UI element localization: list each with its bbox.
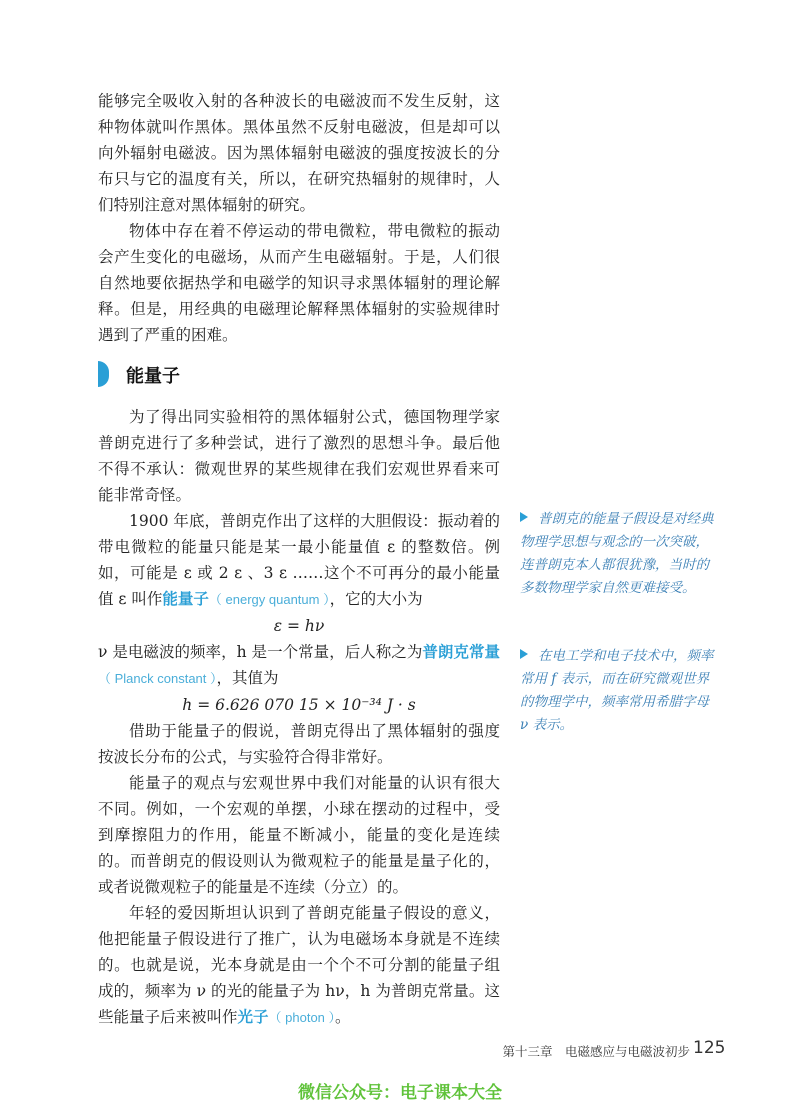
paragraph: 借助于能量子的假说，普朗克得出了黑体辐射的强度按波长分布的公式，与实验符合得非常好。 [98,722,500,766]
term-photon-en: （ photon ） [268,1010,336,1025]
formula-energy: ε = hν [273,617,325,635]
page-number: 125 [693,1038,726,1058]
body-block [98,404,500,1031]
text-span: ν 是电磁波的频率，h 是一个常量，后人称之为 [98,643,423,661]
text-span: ，它的大小为 [329,590,423,608]
paragraph [98,900,500,1031]
side-note-text: 普朗克的能量子假设是对经典物理学思想与观念的一次突破，连普朗克本人都很犹豫，当时的多数物理学家自然更难接受。 [520,511,714,596]
paragraph: 物体中存在着不停运动的带电微粒，带电微粒的振动会产生变化的电磁场，从而产生电磁辐射。于是，人们很自然地要依据热学和电磁学的知识寻求黑体辐射的理论解释。但是，用经典的电磁理论解释黑体辐射的实验规律时遇到了严重的困难。 [98,222,500,344]
side-note [520,508,720,600]
formula-planck: h = 6.626 070 15 × 10⁻³⁴ J · s [182,696,416,714]
triangle-bullet-icon [520,512,528,522]
term-planck-constant-en: （ Planck constant ） [98,671,217,686]
paragraph [98,508,500,613]
term-planck-constant: 普朗克常量 [422,643,500,661]
paragraph: 为了得出同实验相符的黑体辐射公式，德国物理学家普朗克进行了多种尝试，进行了激烈的思想斗争。最后他不得不承认：微观世界的某些规律在我们宏观世界看来可能非常奇怪。 [98,408,500,504]
section-marker-icon [98,361,109,387]
term-photon: 光子 [237,1008,269,1026]
triangle-bullet-icon [520,649,528,659]
text-span: 1900 年底，普朗克作出了这样的大胆假设：振动着的带电微粒的能量只能是某一最小能量值 ε 的整数倍。例如，可能是 ε 或 2 ε 、3 ε ……这个不可再分的最小能量值 ε 叫作 [98,512,500,608]
term-energy-quantum: 能量子 [162,590,209,608]
side-note-text: 在电工学和电子技术中，频率常用 f 表示，而在研究微观世界的物理学中，频率常用希腊字母 ν 表示。 [520,648,714,733]
text-span: 年轻的爱因斯坦认识到了普朗克能量子假设的意义，他把能量子假设进行了推广，认为电磁场本身就是不连续的。也就是说，光本身就是由一个个不可分割的能量子组成的，频率为 ν 的光的能量子为 hν，h 为普朗克常量。这些能量子后来被叫作 [98,904,500,1026]
footer-chapter-title: 第十三章 电磁感应与电磁波初步 [502,1044,690,1059]
bottom-watermark: 微信公众号：电子课本大全 [298,1083,502,1103]
side-note [520,645,720,737]
text-span: 。 [335,1008,351,1026]
paragraph: 能量子的观点与宏观世界中我们对能量的认识有很大不同。例如，一个宏观的单摆，小球在摆动的过程中，受到摩擦阻力的作用，能量不断减小，能量的变化是连续的。而普朗克的假设则认为微观粒子的能量是量子化的，或者说微观粒子的能量是不连续（分立）的。 [98,774,500,896]
term-energy-quantum-en: （ energy quantum ） [208,592,330,607]
paragraph [98,639,500,692]
paragraph: 能够完全吸收入射的各种波长的电磁波而不发生反射，这种物体就叫作黑体。黑体虽然不反射电磁波，但是却可以向外辐射电磁波。因为黑体辐射电磁波的强度按波长的分布只与它的温度有关，所以，在研究热辐射的规律时，人们特别注意对黑体辐射的研究。 [98,92,500,214]
section-title: 能量子 [126,366,180,387]
text-span: ，其值为 [216,669,279,687]
intro-block [98,88,500,348]
